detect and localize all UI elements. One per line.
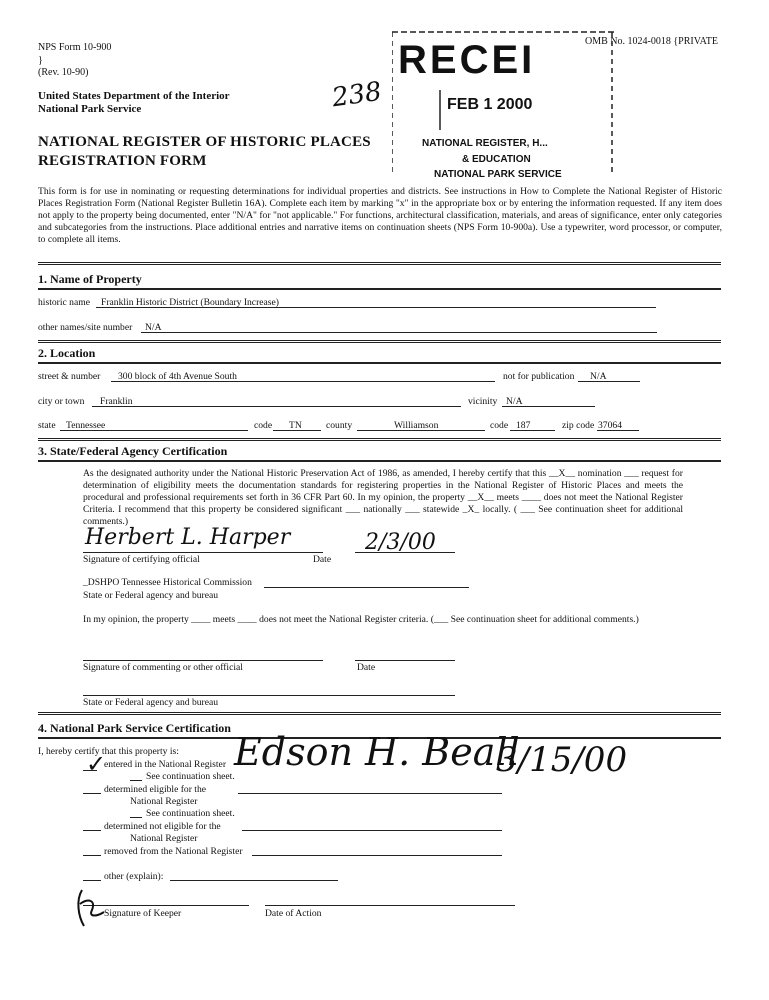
see-continuation-2: See continuation sheet.	[146, 808, 235, 819]
section-divider	[38, 438, 721, 441]
form-number: NPS Form 10-900	[38, 42, 112, 53]
street-field[interactable]: 300 block of 4th Avenue South	[118, 371, 237, 382]
stamp-line-1: NATIONAL REGISTER, H...	[422, 138, 548, 149]
section-divider	[38, 362, 721, 364]
handwritten-number: 238	[330, 76, 384, 114]
determined-not-eligible-option[interactable]: determined not eligible for the	[104, 821, 221, 832]
underline	[83, 552, 323, 553]
county-code-field[interactable]: 187	[516, 420, 531, 431]
state-code-field[interactable]: TN	[289, 420, 302, 431]
underline	[83, 830, 101, 831]
determined-eligible-option[interactable]: determined eligible for the	[104, 784, 207, 795]
stamp-line-3: NATIONAL PARK SERVICE	[434, 169, 562, 180]
other-names-label: other names/site number	[38, 322, 133, 333]
underline	[355, 660, 455, 661]
underline	[265, 905, 515, 906]
underline	[130, 817, 142, 818]
street-label: street & number	[38, 371, 101, 382]
instructions-paragraph: This form is for use in nominating or requesting determinations for individual properties and districts. See instructions in How to Complete the National Register of Historic Places Registration Form (National Register Bulletin 16A). Complete each item by marking "x" in the appropriate box or by entering the information requested. If any item does not apply to the property being documented, enter "N/A" for "not applicable." For functions, architectural classification, materials, and areas of significance, enter only categories and subcategories from the instructions. Place additional entries and narrative items on continuation sheets (NPS Form 10-900a). Use a typewriter, word processor, or computer, to complete all items.	[38, 186, 722, 245]
city-label: city or town	[38, 396, 85, 407]
revision: (Rev. 10-90)	[38, 67, 89, 78]
vicinity-label: vicinity	[468, 396, 498, 407]
form-title: NATIONAL REGISTER OF HISTORIC PLACES	[38, 134, 371, 150]
underline	[141, 332, 657, 333]
section-divider	[38, 712, 721, 715]
section-divider	[38, 288, 721, 290]
commenting-date-label: Date	[357, 662, 376, 673]
agency-field[interactable]: _DSHPO Tennessee Historical Commission	[83, 577, 252, 588]
other-option[interactable]: other (explain):	[104, 871, 164, 882]
omb-number: OMB No. 1024-0018 {PRIVATE	[585, 36, 718, 47]
underline	[130, 780, 142, 781]
underline	[83, 880, 101, 881]
agency-label-2: State or Federal agency and bureau	[83, 697, 219, 708]
historic-name-field[interactable]: Franklin Historic District (Boundary Increase)	[101, 297, 279, 308]
county-label: county	[326, 420, 353, 431]
brace: }	[38, 55, 43, 66]
underline	[238, 793, 502, 794]
agency-label: State or Federal agency and bureau	[83, 590, 219, 601]
section-divider	[38, 262, 721, 265]
section-3-heading: 3. State/Federal Agency Certification	[38, 444, 228, 458]
section-divider	[38, 340, 721, 343]
section-4-heading: 4. National Park Service Certification	[38, 721, 231, 735]
date-of-action-label: Date of Action	[265, 908, 322, 919]
underline	[83, 793, 101, 794]
section-divider	[38, 460, 721, 462]
state-label: state	[38, 420, 56, 431]
department: United States Department of the Interior	[38, 90, 230, 102]
keeper-signature: Edson H. Beall	[234, 730, 520, 774]
underline	[252, 855, 502, 856]
certify-text: I, hereby certify that this property is:	[38, 746, 179, 757]
stamp-received: RECEI	[398, 38, 536, 82]
date-label: Date	[313, 554, 332, 565]
underline	[170, 880, 338, 881]
county-field[interactable]: Williamson	[394, 420, 439, 431]
keeper-signature-label: Signature of Keeper	[104, 908, 182, 919]
determined-not-eligible-2: National Register	[130, 833, 198, 844]
underline	[83, 695, 455, 696]
certifying-signature: Herbert L. Harper	[85, 525, 291, 550]
opinion-line: In my opinion, the property ____ meets ____ does not meet the National Register criteria. (___ See continuation sheet for additional comments.)	[83, 614, 639, 625]
underline	[83, 855, 101, 856]
underline	[83, 660, 323, 661]
county-code-label: code	[490, 420, 509, 431]
certifying-date: 2/3/00	[365, 530, 436, 555]
check-mark: ✓	[86, 750, 107, 778]
section-1-heading: 1. Name of Property	[38, 272, 142, 286]
other-names-field[interactable]: N/A	[145, 322, 162, 333]
entered-option[interactable]: entered in the National Register	[104, 759, 227, 770]
stamp-date: FEB 1 2000	[447, 96, 533, 113]
not-for-publication-label: not for publication	[503, 371, 575, 382]
zip-field[interactable]: 37064	[598, 420, 622, 431]
state-field[interactable]: Tennessee	[66, 420, 106, 431]
vicinity-field[interactable]: N/A	[506, 396, 523, 407]
historic-name-label: historic name	[38, 297, 90, 308]
city-field[interactable]: Franklin	[100, 396, 133, 407]
keeper-date: 3/15/00	[496, 740, 628, 780]
stamp-line-2: & EDUCATION	[462, 154, 531, 165]
removed-option[interactable]: removed from the National Register	[104, 846, 243, 857]
initials-mark	[74, 886, 108, 930]
underline	[92, 406, 461, 407]
signature-label: Signature of certifying official	[83, 554, 200, 565]
received-stamp	[392, 30, 614, 178]
section-2-heading: 2. Location	[38, 346, 96, 360]
see-continuation-1: See continuation sheet.	[146, 771, 235, 782]
underline	[578, 381, 640, 382]
agency-name: National Park Service	[38, 103, 142, 115]
determined-eligible-2: National Register	[130, 796, 198, 807]
underline	[242, 830, 502, 831]
form-subtitle: REGISTRATION FORM	[38, 153, 207, 169]
underline	[264, 587, 469, 588]
zip-label: zip code	[562, 420, 595, 431]
commenting-signature-label: Signature of commenting or other official	[83, 662, 243, 673]
state-code-label: code	[254, 420, 273, 431]
not-for-publication-field[interactable]: N/A	[590, 371, 607, 382]
certification-paragraph: As the designated authority under the National Historic Preservation Act of 1986, as amended, I hereby certify that this __X__ nomination ___ request for determination of eligibility meets the documentation standards for registering properties in the National Register of Historic Places and meets the procedural and professional requirements set forth in 36 CFR Part 60. In my opinion, the property __X__ meets ____ does not meet the National Register Criteria. I recommend that this property be considered significant ___ nationally ___ statewide _X_ locally. ( ___ See continuation sheet for additional comments.)	[83, 468, 683, 527]
